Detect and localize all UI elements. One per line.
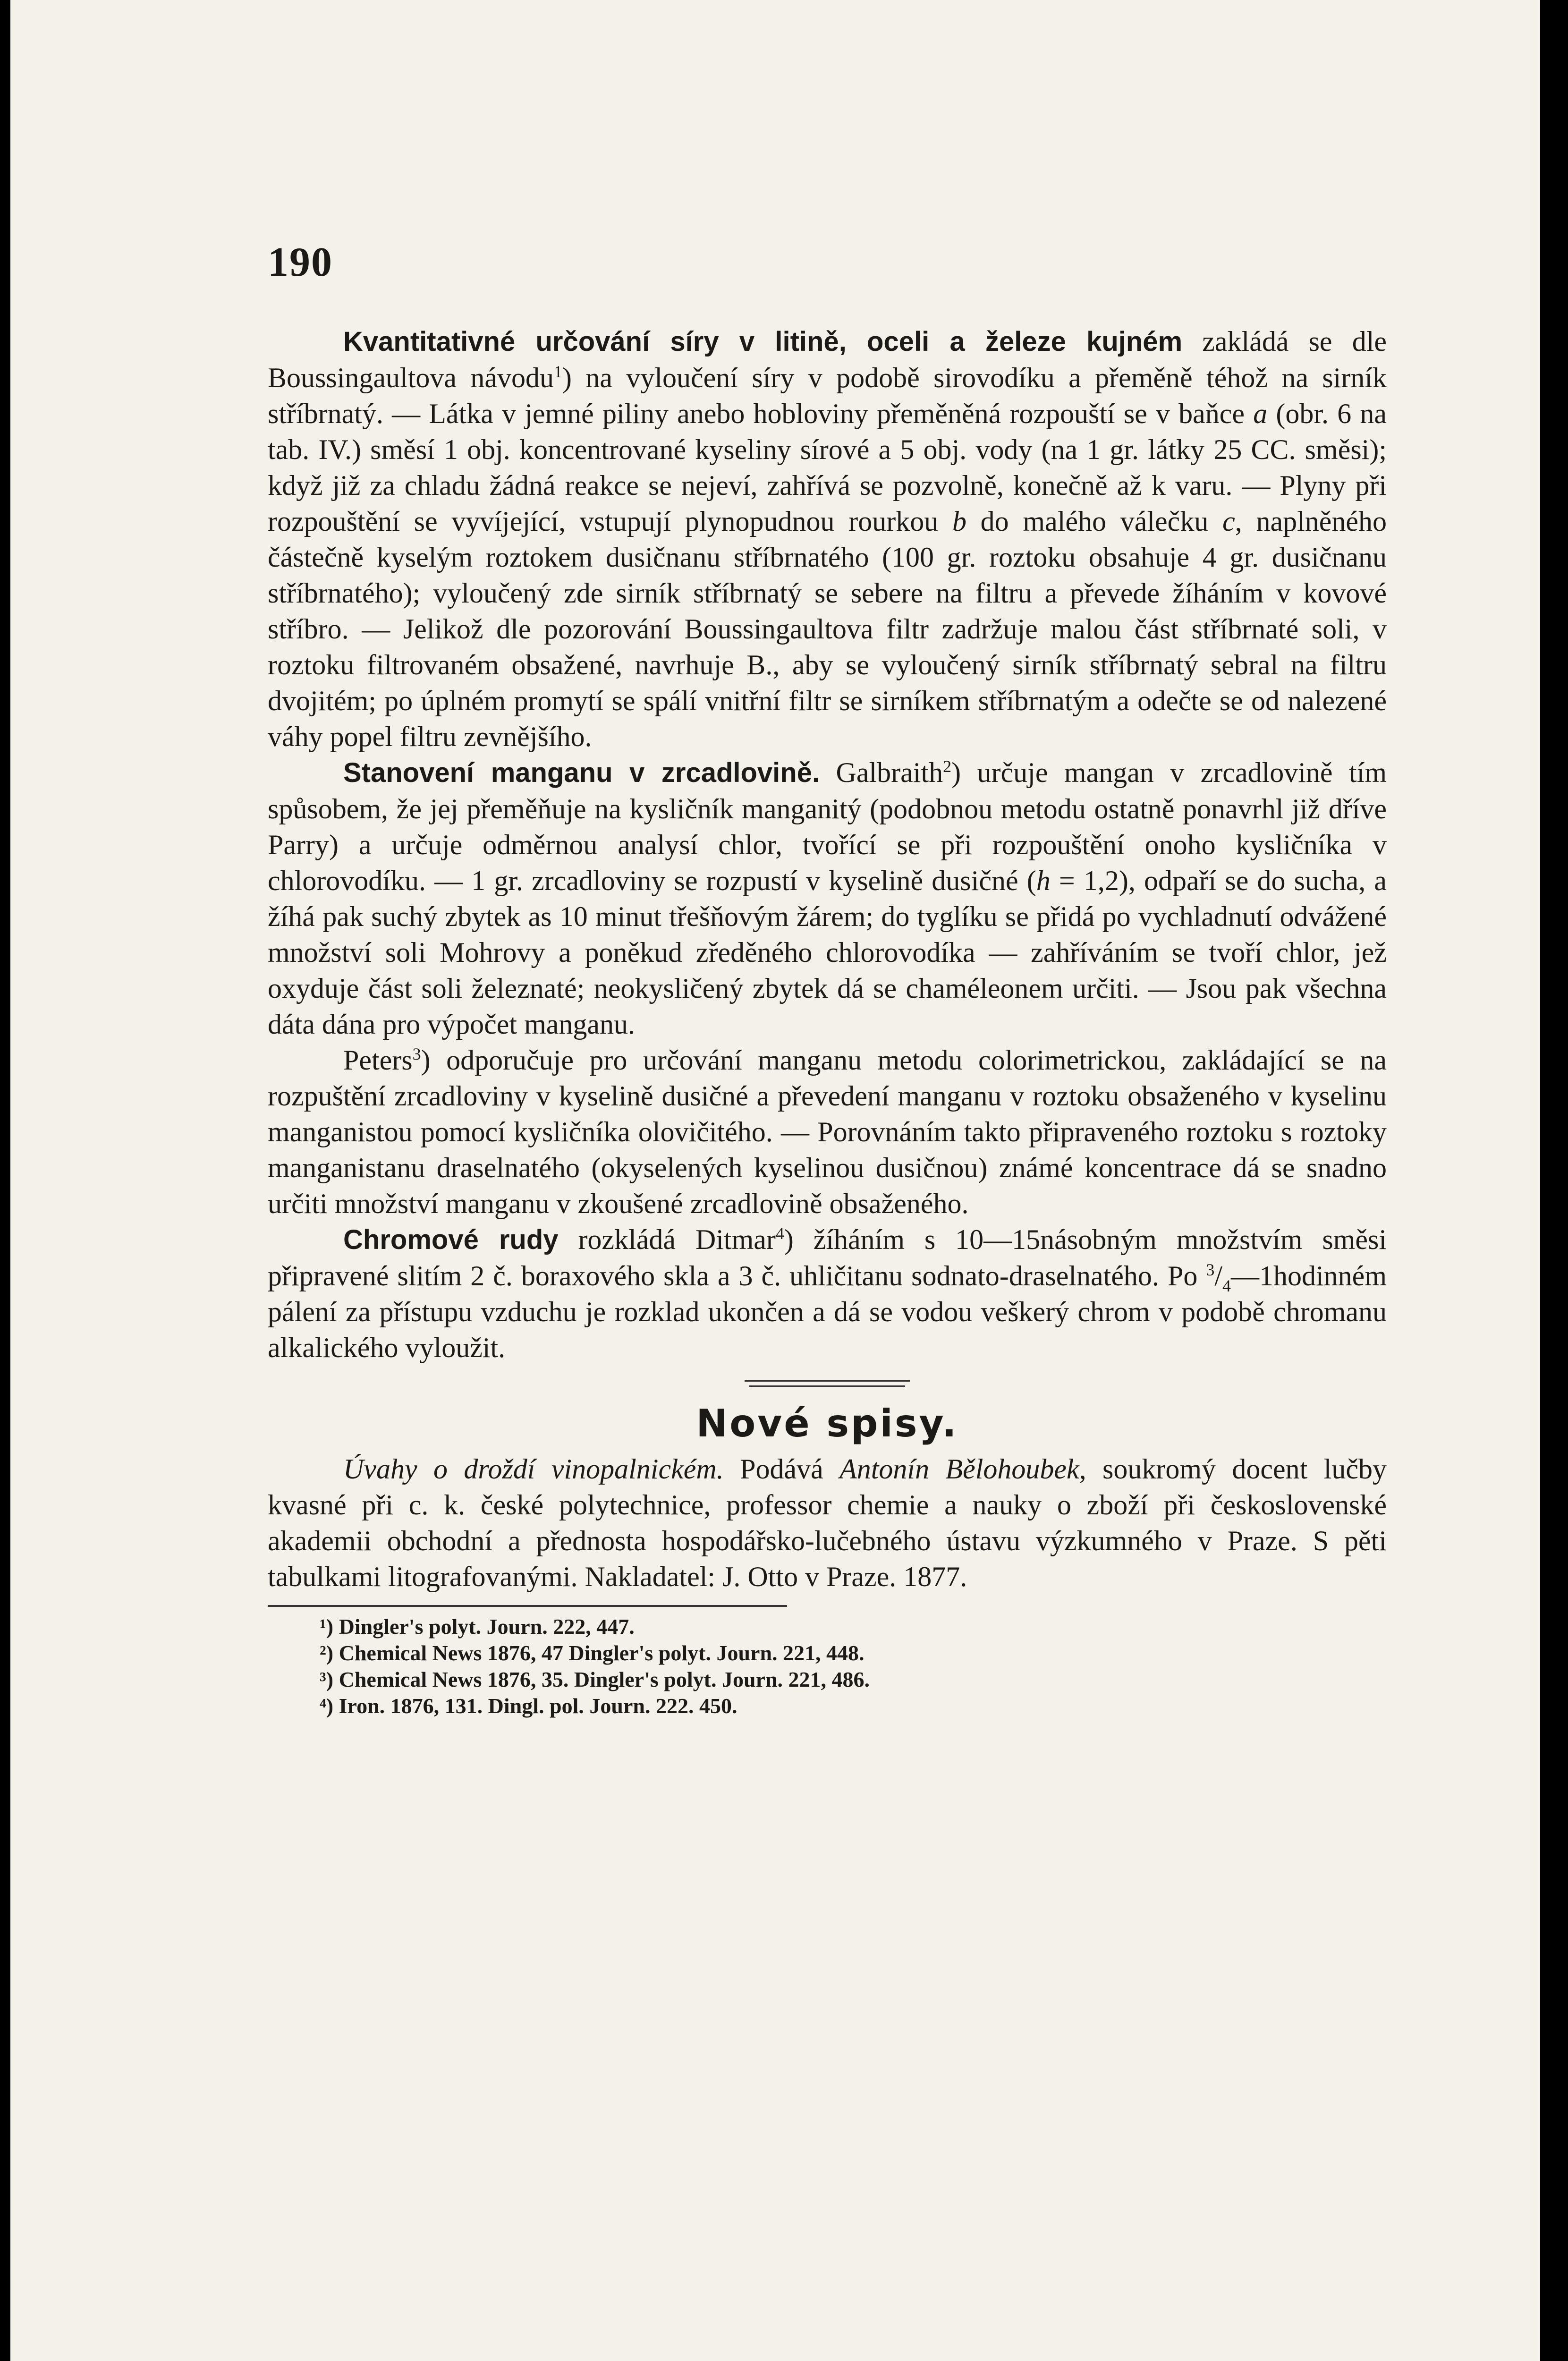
footnote-ref-2: 2 [943, 757, 952, 776]
manganese-text-3: = 1,2), odpaří se do sucha, a žíhá pak suchý zbytek as 10 minut třešňovým žárem; do tyglíku se přidá po vychladnutí odvážené množství soli Mohrovy a poněkud zředěného chlorovodíka — zahříváním se tvoří chlor, jež oxyduje část soli železnaté; neokysličený zbytek dá se chaméleonem určiti. — Jsou pak všechna dáta dána pro výpočet manganu. [268, 865, 1387, 1040]
section-heading-new-books: Nové spisy. [696, 1401, 958, 1445]
section-divider-bottom [749, 1385, 905, 1387]
fraction-denominator: 4 [1222, 1276, 1231, 1295]
paragraph-manganese [268, 755, 1387, 1042]
chrome-text-2: ) žíháním s 10—15násobným množstvím směsi připravené slitím 2 č. boraxového skla a 3 č. uhličitanu sodnato-draselnatého. Po [268, 1224, 1387, 1291]
paragraph-chrome [268, 1222, 1387, 1366]
section-divider-top [745, 1380, 910, 1382]
footnote-separator [268, 1605, 787, 1607]
cylinder-label: c [1222, 506, 1235, 537]
book-entry [268, 1451, 1387, 1595]
manganese-text-1: Galbraith [820, 757, 943, 788]
peters-text-1: Peters [343, 1045, 413, 1076]
footnote-ref-3: 3 [412, 1045, 421, 1063]
chrome-text-1: rozkládá Ditmar [558, 1224, 776, 1255]
footnote-ref-1: 1 [554, 362, 562, 381]
flask-label: a [1253, 398, 1268, 429]
fraction-numerator: 3 [1206, 1260, 1215, 1279]
footnotes [268, 1614, 1387, 1719]
sulfur-text-4: do malého válečku [966, 506, 1223, 537]
paragraph-peters [268, 1042, 1387, 1222]
footnote-ref-4: 4 [775, 1224, 784, 1243]
tube-label: b [952, 506, 966, 537]
footnote-1: ¹) Dingler's polyt. Journ. 222, 447. [320, 1614, 635, 1639]
paragraph-sulfur [268, 323, 1387, 755]
sulfur-text-1: zakládá se dle Boussingaultova návodu [268, 326, 1387, 393]
book-text-2: , soukromý docent lučby kvasné při c. k. české polytechnice, professor chemie a nauky o zboží při československé akademii obchodní a přednosta hospodářsko-lučebného ústavu výzkumného v Praze. S pěti tabulkami litografovanými. Nakladatel: J. Otto v Praze. 1877. [268, 1453, 1387, 1592]
density-symbol: h [1036, 865, 1051, 896]
sulfur-text-2: ) na vyloučení síry v podobě sirovodíku a přeměně téhož na sirník stříbrnatý. — Látka v jemné piliny anebo hobloviny přeměněná rozpouští se v baňce [268, 362, 1387, 429]
chrome-text-3: —1hodinném pálení za přístupu vzduchu je rozklad ukončen a dá se vodou veškerý chrom v podobě chromanu alkalického vyloužit. [268, 1260, 1387, 1363]
peters-text-2: ) odporučuje pro určování manganu metodu colorimetrickou, zakládající se na rozpuštění zrcadloviny v kyselině dusičné a převedení manganu v roztoku obsaženého v kyselinu manganistou pomocí kysličníka olovičitého. — Porovnáním takto připraveného roztoku s roztoky manganistanu draselnatého (okyselených kyselinou dusičnou) známé koncentrace dá se snadno určiti množství manganu v zkoušené zrcadlovině obsaženého. [268, 1045, 1387, 1219]
page-number: 190 [268, 239, 333, 285]
run-in-heading-chrome: Chromové rudy [343, 1224, 559, 1255]
book-text-1: Podává [723, 1453, 840, 1485]
page-sheet [10, 0, 1540, 2361]
fraction-slash: / [1214, 1260, 1223, 1291]
footnote-2: ²) Chemical News 1876, 47 Dingler's polyt. Journ. 221, 448. [320, 1641, 865, 1665]
footnote-3: ³) Chemical News 1876, 35. Dingler's polyt. Journ. 221, 486. [320, 1667, 870, 1691]
sulfur-text-3: (obr. 6 na tab. IV.) směsí 1 obj. koncentrované kyseliny sírové a 5 obj. vody (na 1 gr. látky 25 CC. směsi); když již za chladu žádná reakce se nejeví, zahřívá se pozvolně, konečně až k varu. — Plyny při rozpouštění se vyvíjející, vstupují plynopudnou rourkou [268, 398, 1387, 537]
book-author: Antonín Bělohoubek [839, 1453, 1079, 1485]
book-title: Úvahy o droždí vinopalnickém. [343, 1453, 724, 1485]
sulfur-text-5: , naplněného částečně kyselým roztokem dusičnanu stříbrnatého (100 gr. roztoku obsahuje 4 gr. dusičnanu stříbrnatého); vyloučený zde sirník stříbrnatý se sebere na filtru a převede žíháním v kovové stříbro. — Jelikož dle pozorování Boussingaultova filtr zadržuje malou část stříbrnaté soli, v roztoku filtrovaném obsažené, navrhuje B., aby se vyloučený sirník stříbrnatý sebral na filtru dvojitém; po úplném promytí se spálí vnitřní filtr se sirníkem stříbrnatým a odečte se od nalezené váhy popel filtru zevnějšího. [268, 506, 1387, 752]
run-in-heading-sulfur: Kvantitativné určování síry v litině, oceli a železe kujném [343, 326, 1183, 357]
footnote-4: ⁴) Iron. 1876, 131. Dingl. pol. Journ. 222. 450. [320, 1694, 737, 1718]
manganese-text-2: ) určuje mangan v zrcadlovině tím spůsobem, že jej přeměňuje na kysličník manganitý (podobnou metodu ostatně ponavrhl již dříve Parry) a určuje odměrnou analysí chlor, tvořící se při rozpouštění onoho kysličníka v chlorovodíku. — 1 gr. zrcadloviny se rozpustí v kyselině dusičné ( [268, 757, 1387, 896]
article-body [268, 323, 1387, 1719]
run-in-heading-manganese: Stanovení manganu v zrcadlovině. [343, 757, 820, 788]
